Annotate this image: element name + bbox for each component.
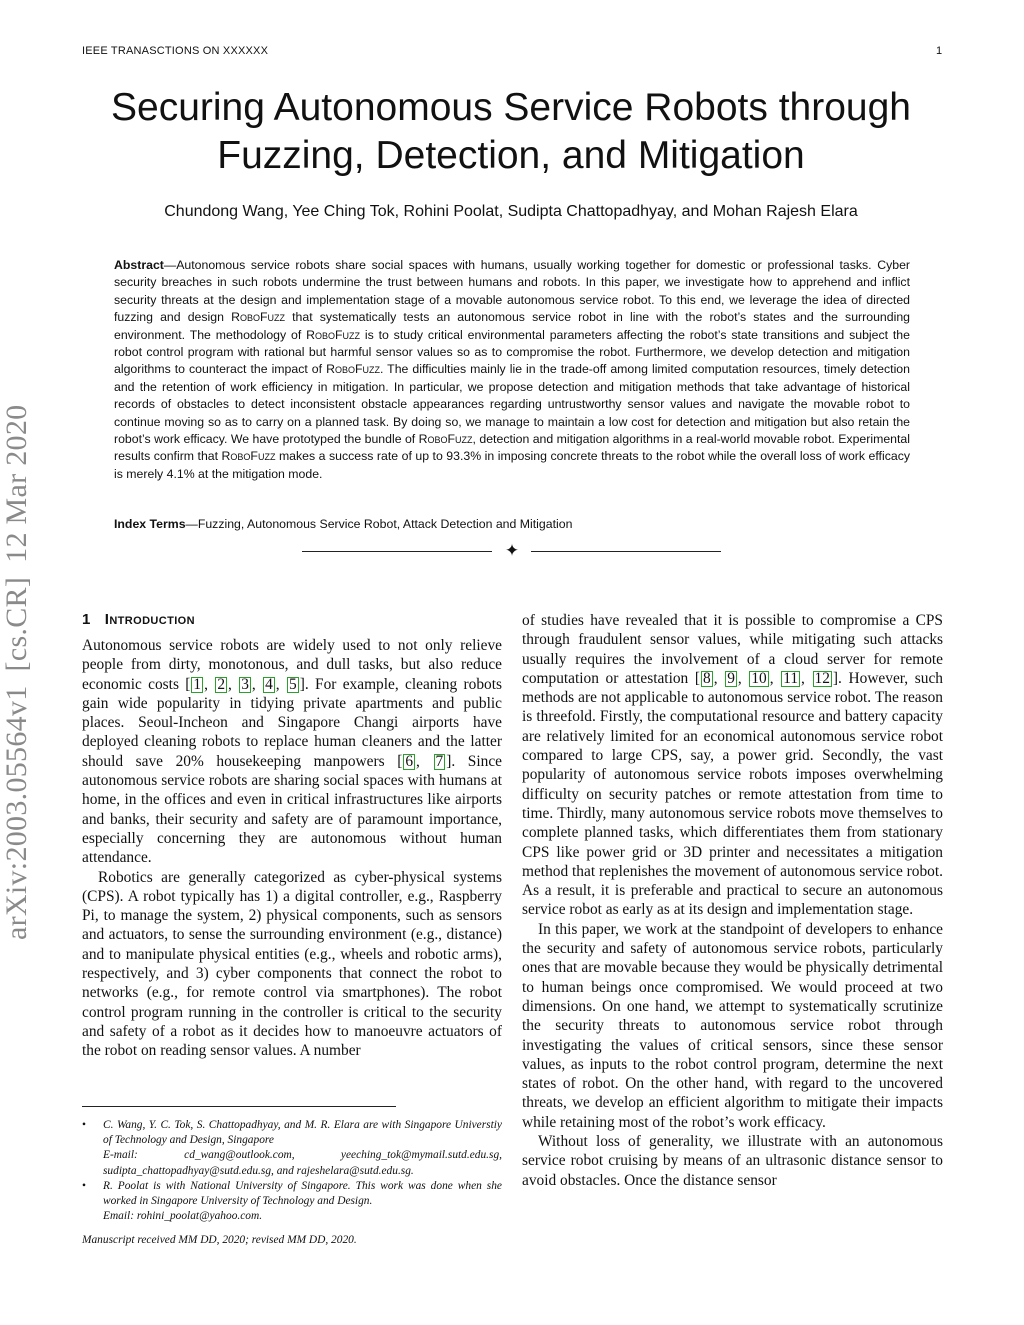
abstract-text-5: , detection and mitigation algorithms in a real-world movable robot. Experimental results confirm that: [114, 432, 910, 464]
index-terms-text: Fuzzing, Autonomous Service Robot, Attack Detection and Mitigation: [197, 517, 573, 531]
title-line-1: Securing Autonomous Service Robots through: [111, 86, 911, 129]
paper-title: [60, 84, 962, 180]
arxiv-id: arXiv:2003.05564v1: [0, 685, 33, 940]
intro-paragraph-5: Without loss of generality, we illustrate with an autonomous service robot cruising by means of an ultrasonic distance sensor to avoid obstacles. Once the distance sensor: [522, 1133, 943, 1189]
tool-name: RoboFuzz: [306, 327, 360, 342]
citation-link[interactable]: 12: [814, 669, 830, 687]
section-number: 1: [82, 611, 91, 628]
title-line-2: Fuzzing, Detection, and Mitigation: [217, 134, 805, 177]
intro-paragraph-1: Autonomous service robots are widely used to not only relieve people from dirty, monotonous, and dull tasks, but also reduce economic costs [ 1 , 2 , 3 , 4 , 5 ]. For example, cleaning robots gain wide popularity in tidying private apartments and public places. Seoul-Incheon and Singapore Changi airports have deployed cleaning robots to replace human cleaners and the latter should save 20% housekeeping manpowers [ 6 , 7 ]. Since autonomous service robots are sharing social spaces with humans at home, in the offices and even in critical infrastructures like airports and banks, their security and safety are of paramount importance, especially concerning they are autonomous without human attendance.: [82, 637, 502, 867]
arxiv-stamp: [0, 340, 34, 940]
citation-link[interactable]: 1: [193, 675, 202, 693]
abstract-text-2: that systematically tests an autonomous service robot in line with the robot’s states and the surrounding environment. The methodology of: [114, 310, 910, 342]
footnotes: [82, 1118, 502, 1224]
text-run: . For example, cleaning robots gain wide popularity in tidying private apartments and public places. Seoul-Incheon and Singapore Changi airports have deployed cleaning robots to replace human cleaners and the latter should save 20% housekeeping manpowers: [82, 675, 502, 770]
abstract-text-3: is to study critical environmental parameters affecting the robot’s state transitions and subject the robot control program with rational but harmful sensor values so as to compromise the robot. Furthermore, we develop detection and mitigation algorithms to counteract the impact of: [114, 327, 910, 377]
right-column: [522, 611, 943, 1190]
abstract-text-6: makes a success rate of up to 93.3% in imposing concrete threats to the robot while the overall loss of work efficacy is merely 4.1% at the mitigation mode.: [114, 449, 910, 481]
text-run: . However, such methods are not applicable to autonomous service robot. The reason is threefold. Firstly, the computational resource and battery capacity are relatively limited for an economical autonomous service robot compared to large CPS, say, a power grid. Secondly, the vast popularity of autonomous service robots imposes overwhelming difficulty on security patches or remote attestation from time to time. Thirdly, many autonomous service robots move themselves to complete planned tasks, which differentiates them from stationary CPS like power grid or 3D printer and necessitates a mitigation method that replenishes the movement of autonomous service robot. As a result, it is preferable and practical to secure an autonomous service robot as early as at its design and implementation stage.: [522, 669, 944, 919]
tool-name: RoboFuzz: [418, 432, 473, 447]
text-run: Autonomous service robots are widely used to not only relieve people from dirty, monotonous, and dull tasks, but also reduce economic costs: [82, 637, 502, 693]
text-run: . Since autonomous service robots are sharing social spaces with humans at home, in the offices and even in critical infrastructures like airports and banks, their security and safety are of paramount importance, especially concerning they are autonomous without human attendance.: [82, 752, 502, 867]
abstract-text-1: Autonomous service robots share social spaces with humans, usually working together for domestic or professional tasks. Cyber security breaches in such robots undermine the trust between humans and robots. In this paper, we investigate how to apprehend and inflict security threats at the design and implementation stage of a movable autonomous service robot. To this end, we leverage the idea of directed fuzzing and design: [114, 258, 910, 325]
footnote-line: C. Wang, Y. C. Tok, S. Chattopadhyay, and M. R. Elara are with Singapore Universtiy of Technology and Design, Singapore: [103, 1119, 502, 1147]
footnote-rule: [82, 1106, 396, 1107]
index-terms: [114, 517, 910, 531]
divider-rule-left: [302, 551, 492, 552]
index-terms-label: Index Terms: [114, 517, 186, 531]
divider-rule-right: [531, 551, 721, 552]
bullet-icon: •: [82, 1179, 86, 1192]
section-title: Introduction: [104, 611, 195, 628]
author-list: Chundong Wang, Yee Ching Tok, Rohini Poolat, Sudipta Chattopadhyay, and Mohan Rajesh Elara: [164, 203, 858, 220]
citation-link[interactable]: 2: [217, 675, 226, 693]
text-run: of studies have revealed that it is possible to compromise a CPS through fraudulent sensor values, while mitigating such attacks usually requires the involvement of a cloud server for remote computation or attestation: [522, 612, 943, 687]
manuscript-dates: Manuscript received MM DD, 2020; revised MM DD, 2020.: [82, 1234, 357, 1246]
bullet-icon: •: [82, 1119, 86, 1131]
citation-link[interactable]: 4: [265, 675, 273, 693]
tool-name: RoboFuzz: [326, 362, 380, 377]
citation-link[interactable]: 7: [435, 752, 444, 770]
left-column: [82, 636, 502, 1061]
tool-name: RoboFuzz: [221, 449, 276, 464]
footnote-emails: E-mail: cd_wang@outlook.com, yeeching_tok@mymail.sutd.edu.sg, sudipta_chattopadhyay@sutd.edu.sg, and rajeshelara@sutd.edu.sg.: [103, 1149, 502, 1177]
abstract-dash: —: [163, 258, 177, 272]
abstract: [114, 257, 910, 483]
citation-link[interactable]: 5: [288, 675, 297, 693]
citation-link[interactable]: 8: [703, 669, 711, 687]
section-heading: [82, 611, 195, 628]
abstract-text-4: . The difficulties mainly lie in the trade-off among limited computation resources, timely detection and the retention of work efficiency in mitigation. In particular, we propose detection and mitigation methods that take advantage of historical records of obstacles to detect inconsistent obstacle appearances regarding untrustworthy sensor values and navigate the movable robot to continue moving so as to carry on a planned task. By doing so, we manage to maintain a low cost for detection and mitigation but also retain the robot’s work efficacy. We have prototyped the bundle of: [114, 362, 910, 447]
arxiv-category: [cs.CR]: [0, 576, 33, 672]
citation-link[interactable]: 11: [783, 669, 799, 687]
footnote-affiliation-2: [82, 1179, 502, 1225]
abstract-label: Abstract: [114, 258, 164, 272]
footnote-affiliation-1: [82, 1118, 502, 1179]
intro-paragraph-2: Robotics are generally categorized as cyber-physical systems (CPS). A robot typically has 1) a digital controller, e.g., Raspberry Pi, to manage the system, 2) physical components, such as sensors and actuators, to sense the surrounding environment (e.g., distance) and to manipulate physical entities (e.g., wheels and robotic arms), respectively, and 3) cyber components that connect the robot to networks (e.g., for remote control via smartphones). The robot control program running in the controller is critical to the security and safety of a robot as it decides how to manoeuvre actuators of the robot on reading sensor values. A number: [82, 868, 502, 1060]
citation-link[interactable]: 3: [241, 675, 249, 693]
intro-paragraph-3: of studies have revealed that it is possible to compromise a CPS through fraudulent sensor values, while mitigating such attacks usually requires the involvement of a cloud server for remote computation or attestation [ 8 , 9 , 10 , 11 , 12 ]. However, such methods are not applicable to autonomous service robot. The reason is threefold. Firstly, the computational resource and battery capacity are relatively limited for an economical autonomous service robot compared to large CPS, say, a power grid. Secondly, the vast popularity of autonomous service robots imposes overwhelming difficulty on security patches or remote attestation from time to time. Thirdly, many autonomous service robots move themselves to complete planned tasks, which differentiates them from stationary CPS like power grid or 3D printer and necessitates a mitigation method that replenishes the movement of autonomous service robot. As a result, it is preferable and practical to secure an autonomous service robot as early as at its design and implementation stage.: [522, 612, 944, 919]
citation-link[interactable]: 6: [405, 752, 414, 770]
citation-link[interactable]: 10: [751, 669, 767, 687]
intro-paragraph-4: In this paper, we work at the standpoint of developers to enhance the security and safety of autonomous service robots, particularly ones that are movable because they would be physically detrimental to human beings once compromised. We would proceed at two dimensions. On one hand, we attempt to systematically scrutinize the security threats to autonomous service robot through investigating the values of critical sensors, since these sensor values, as inputs to the robot control program, determine the next states of robot. On the other hand, with regard to the uncovered threats, we develop an efficient algorithm to mitigate their impacts while retaining most of the robot’s work efficacy.: [522, 920, 943, 1131]
tool-name: RoboFuzz: [231, 310, 285, 325]
running-head: IEEE TRANASCTIONS ON XXXXXX: [82, 45, 269, 57]
footnote-email: Email: rohini_poolat@yahoo.com.: [103, 1210, 263, 1223]
footnote-line: R. Poolat is with National University of Singapore. This work was done when she worked in Singapore University of Technology and Design.: [103, 1179, 502, 1208]
arxiv-date: 12 Mar 2020: [0, 404, 33, 563]
index-terms-dash: —: [185, 517, 198, 531]
citation-link[interactable]: 9: [727, 669, 735, 687]
page-number: 1: [936, 45, 943, 57]
divider-diamond-icon: ✦: [504, 541, 520, 560]
